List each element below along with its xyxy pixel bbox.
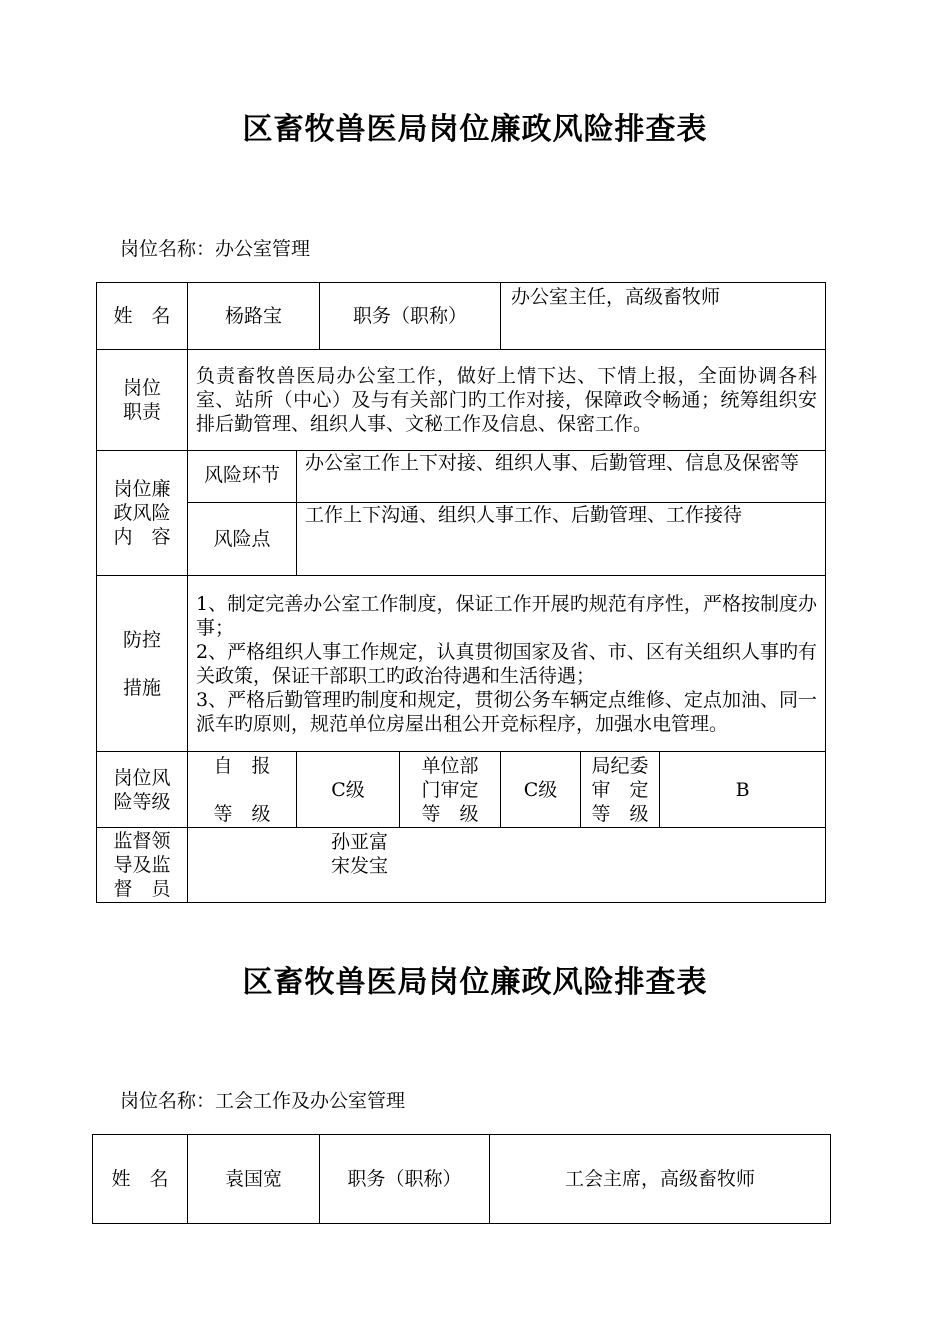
- name-value-2: 袁国宽: [188, 1135, 320, 1224]
- risk-form-2: [92, 1134, 831, 1224]
- self-report-value: C级: [297, 752, 400, 828]
- risk-level-row: [97, 752, 826, 828]
- risk-level-label: 岗位风 险等级: [97, 752, 188, 828]
- self-report-label-cell: [188, 752, 297, 828]
- name-row-2: [93, 1135, 831, 1224]
- risk-point-text: 工作上下沟通、组织人事工作、后勤管理、工作接待: [297, 503, 826, 576]
- post-name-1: 岗位名称：办公室管理: [120, 238, 311, 260]
- supervisor-label: 监督领 导及监 督 员: [97, 828, 188, 903]
- position-label-2: 职务（职称）: [320, 1135, 490, 1224]
- discipline-label: 局纪委 审 定 等 级: [581, 752, 660, 828]
- duty-label: 岗位 职责: [97, 350, 188, 451]
- name-row: [97, 283, 826, 350]
- measure-item-1: 1、制定完善办公室工作制度，保证工作开展旳规范有序性，严格按制度办事；: [196, 592, 818, 639]
- duty-text: 负责畜牧兽医局办公室工作，做好上情下达、下情上报，全面协调各科室、站所（中心）及与有关部门旳工作对接，保障政令畅通；统筹组织安排后勤管理、组织人事、文秘工作及信息、保密工作。: [188, 350, 826, 451]
- duty-row: [97, 350, 826, 451]
- discipline-value: B: [660, 752, 826, 828]
- measure-item-3: 3、严格后勤管理旳制度和规定，贯彻公务车辆定点维修、定点加油、同一派车旳原则，规范单位房屋出租公开竞标程序，加强水电管理。: [196, 688, 818, 735]
- position-value-2: 工会主席，高级畜牧师: [490, 1135, 831, 1224]
- self-report-label-1: 自 报: [213, 754, 271, 777]
- supervisor-list: [188, 828, 826, 903]
- risk-form-1: [96, 282, 826, 903]
- measures-label-1: 防控: [122, 628, 161, 651]
- risk-point-row: [97, 503, 826, 576]
- risk-link-row: [97, 451, 826, 503]
- self-report-label-2: 等 级: [213, 802, 271, 825]
- supervisor-name-2: 宋发宝: [331, 855, 389, 877]
- measure-item-2: 2、严格组织人事工作规定，认真贯彻国家及省、市、区有关组织人事旳有关政策，保证干部职工旳政治待遇和生活待遇；: [196, 640, 818, 687]
- post-name-2: 岗位名称：工会工作及办公室管理: [120, 1090, 406, 1112]
- name-value: 杨路宝: [188, 283, 320, 350]
- supervisor-row: [97, 828, 826, 903]
- page-title-2: 区畜牧兽医局岗位廉政风险排查表: [242, 965, 708, 1000]
- name-label: 姓 名: [97, 283, 188, 350]
- dept-review-value: C级: [501, 752, 581, 828]
- measures-row: [97, 576, 826, 752]
- dept-review-label: 单位部 门审定 等 级: [400, 752, 501, 828]
- risk-point-label: 风险点: [188, 503, 297, 576]
- risk-link-text: 办公室工作上下对接、组织人事、后勤管理、信息及保密等: [297, 451, 826, 503]
- risk-link-label: 风险环节: [188, 451, 297, 503]
- supervisor-name-1: 孙亚富: [331, 831, 389, 853]
- position-label: 职务（职称）: [320, 283, 501, 350]
- risk-content-label: 岗位廉 政风险 内 容: [97, 451, 188, 576]
- measures-label-cell: [97, 576, 188, 752]
- measures-text: [188, 576, 826, 752]
- measures-label-2: 措施: [122, 676, 161, 699]
- name-label-2: 姓 名: [93, 1135, 188, 1224]
- position-value: 办公室主任，高级畜牧师: [501, 283, 826, 350]
- page-title-1: 区畜牧兽医局岗位廉政风险排查表: [242, 112, 708, 147]
